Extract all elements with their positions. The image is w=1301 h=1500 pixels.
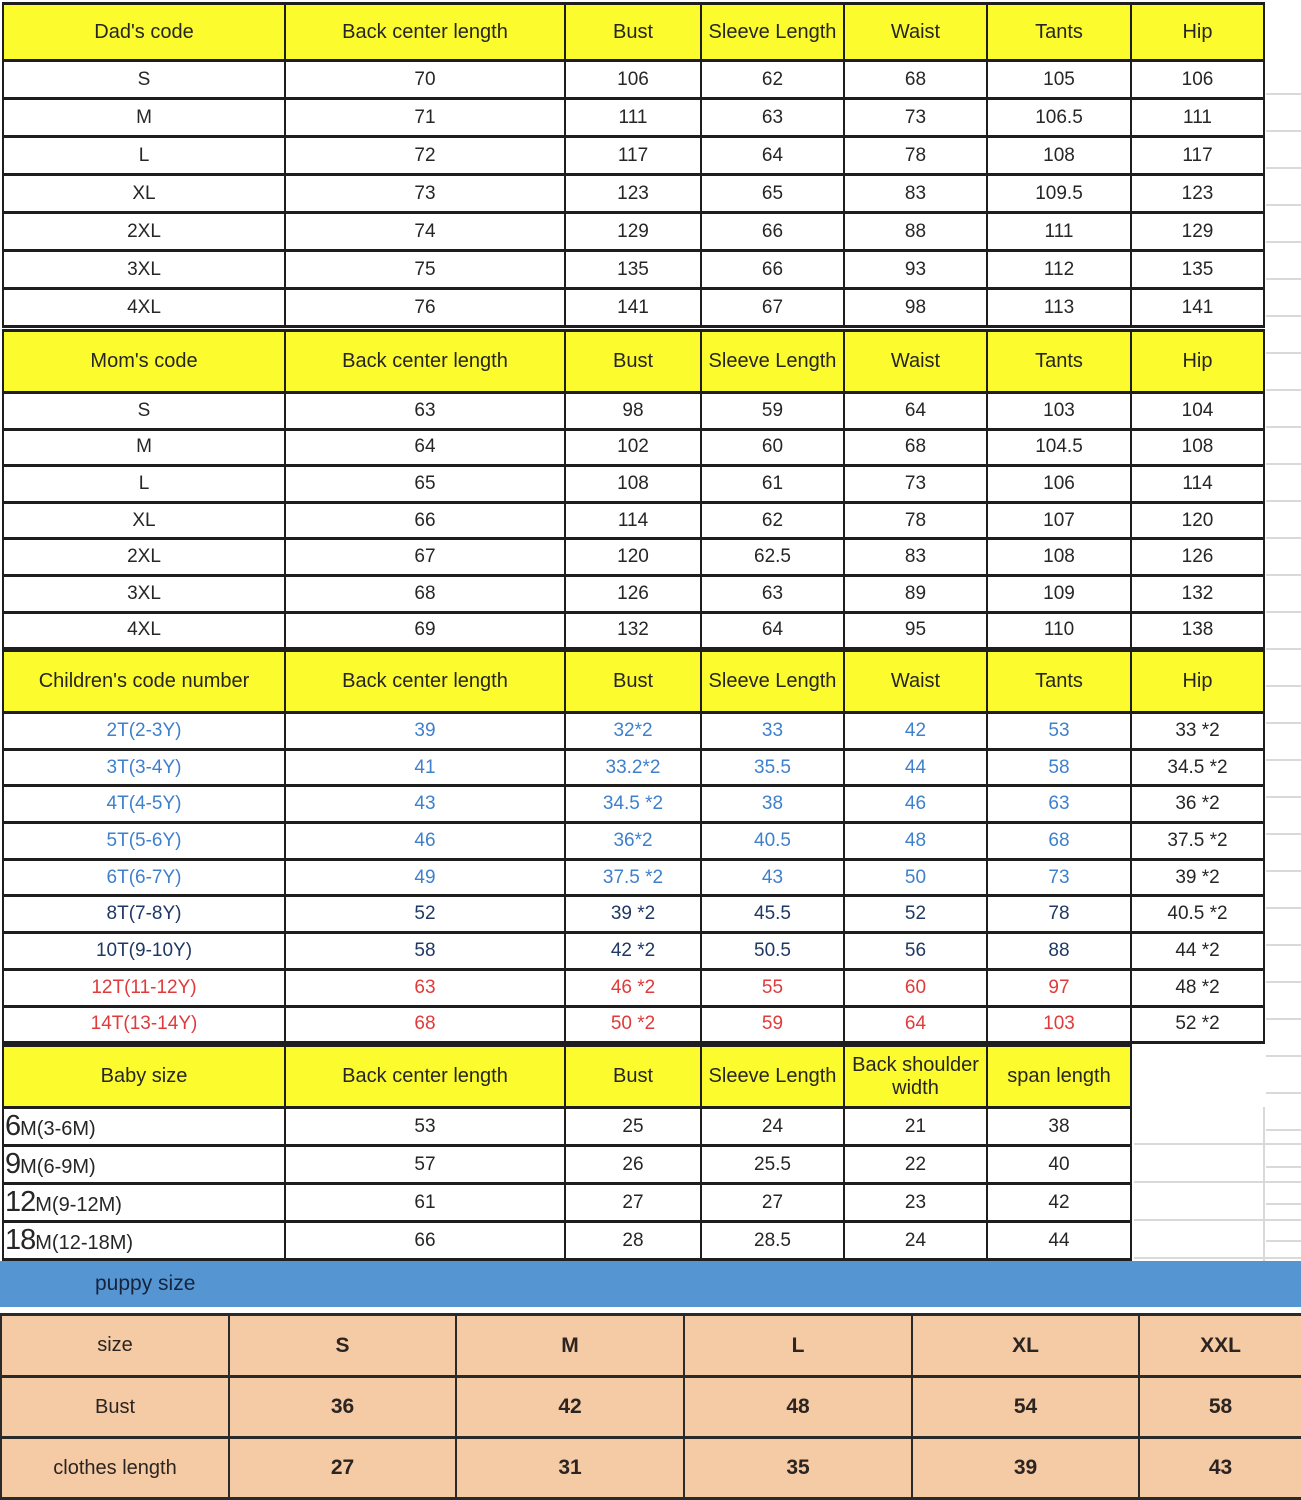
table-cell: 67 <box>701 289 844 327</box>
table-cell: 98 <box>844 289 987 327</box>
table-cell: 33.2*2 <box>565 749 701 786</box>
table-cell: 36 *2 <box>1131 786 1264 823</box>
table-cell: 38 <box>987 1108 1131 1146</box>
table-cell: 61 <box>701 466 844 503</box>
row-label: M <box>3 429 285 466</box>
row-label: 3T(3-4Y) <box>3 749 285 786</box>
table-cell: 62 <box>701 61 844 99</box>
table-cell: 68 <box>285 575 565 612</box>
table-cell: 106.5 <box>987 99 1131 137</box>
table-cell: 107 <box>987 502 1131 539</box>
table-cell: 70 <box>285 61 565 99</box>
row-label: L <box>3 137 285 175</box>
row-label: 12T(11-12Y) <box>3 969 285 1006</box>
table-cell: 93 <box>844 251 987 289</box>
table-cell: 59 <box>701 393 844 430</box>
row-label: XL <box>3 175 285 213</box>
table-cell: 53 <box>987 713 1131 750</box>
table-cell: 44 *2 <box>1131 933 1264 970</box>
table-cell: 120 <box>1131 502 1264 539</box>
column-header: Mom's code <box>3 331 285 393</box>
table-cell: 129 <box>1131 213 1264 251</box>
table-cell: 114 <box>1131 466 1264 503</box>
table-cell: 108 <box>1131 429 1264 466</box>
row-label: 3XL <box>3 251 285 289</box>
row-label: 10T(9-10Y) <box>3 933 285 970</box>
table-cell: 31 <box>456 1438 684 1499</box>
table-cell: 54 <box>912 1377 1139 1438</box>
table-cell: 40.5 *2 <box>1131 896 1264 933</box>
table-cell: 44 <box>987 1222 1131 1260</box>
table-cell: 43 <box>285 786 565 823</box>
table-cell: 66 <box>285 1222 565 1260</box>
row-label: 4XL <box>3 289 285 327</box>
table-cell: 78 <box>844 502 987 539</box>
table-cell: 67 <box>285 539 565 576</box>
table-cell: 53 <box>285 1108 565 1146</box>
table-cell: 37.5 *2 <box>565 859 701 896</box>
table-cell: 27 <box>229 1438 456 1499</box>
dads-size-table <box>2 2 1265 328</box>
table-cell: 62 <box>701 502 844 539</box>
table-cell: 46 <box>285 823 565 860</box>
row-label: 18M(12-18M) <box>3 1222 285 1260</box>
table-cell: 109 <box>987 575 1131 612</box>
table-cell: 42 <box>987 1184 1131 1222</box>
column-header: Children's code number <box>3 651 285 713</box>
table-cell: 52 *2 <box>1131 1006 1264 1043</box>
column-header: Bust <box>565 331 701 393</box>
table-cell: 46 <box>844 786 987 823</box>
column-header: span length <box>987 1046 1131 1108</box>
row-label: 2XL <box>3 539 285 576</box>
table-cell: 22 <box>844 1146 987 1184</box>
table-cell: 103 <box>987 393 1131 430</box>
row-label: 4T(4-5Y) <box>3 786 285 823</box>
table-cell: 114 <box>565 502 701 539</box>
table-cell: 25 <box>565 1108 701 1146</box>
row-label: Bust <box>1 1377 229 1438</box>
table-cell: 52 <box>285 896 565 933</box>
table-cell: 68 <box>285 1006 565 1043</box>
table-cell: 48 <box>844 823 987 860</box>
table-cell: 41 <box>285 749 565 786</box>
spreadsheet-gridlines-right <box>1266 58 1301 1262</box>
table-cell: 36*2 <box>565 823 701 860</box>
table-cell: 126 <box>1131 539 1264 576</box>
column-header: Back center length <box>285 331 565 393</box>
column-header: Sleeve Length <box>701 331 844 393</box>
table-cell: 106 <box>1131 61 1264 99</box>
table-cell: 75 <box>285 251 565 289</box>
children-size-table <box>2 649 1265 1044</box>
row-label: 2XL <box>3 213 285 251</box>
table-cell: 76 <box>285 289 565 327</box>
table-cell: 34.5 *2 <box>1131 749 1264 786</box>
column-header: Bust <box>565 1046 701 1108</box>
table-cell: M <box>456 1315 684 1377</box>
column-header: Back center length <box>285 4 565 61</box>
table-cell: 97 <box>987 969 1131 1006</box>
table-cell: 36 <box>229 1377 456 1438</box>
row-label: size <box>1 1315 229 1377</box>
moms-size-table <box>2 329 1265 650</box>
table-cell: 63 <box>987 786 1131 823</box>
table-cell: 64 <box>701 137 844 175</box>
table-cell: 112 <box>987 251 1131 289</box>
table-cell: 113 <box>987 289 1131 327</box>
table-cell: 39 <box>912 1438 1139 1499</box>
table-cell: 65 <box>285 466 565 503</box>
table-cell: 83 <box>844 539 987 576</box>
table-cell: 42 <box>844 713 987 750</box>
row-label: 6M(3-6M) <box>3 1108 285 1146</box>
column-header: Sleeve Length <box>701 651 844 713</box>
table-cell: 135 <box>1131 251 1264 289</box>
table-cell: 95 <box>844 612 987 649</box>
table-cell: 117 <box>1131 137 1264 175</box>
table-cell: 104 <box>1131 393 1264 430</box>
table-cell: 27 <box>565 1184 701 1222</box>
table-cell: 108 <box>987 137 1131 175</box>
table-cell: 35.5 <box>701 749 844 786</box>
table-cell: 64 <box>844 393 987 430</box>
table-cell: 64 <box>701 612 844 649</box>
table-cell: 66 <box>285 502 565 539</box>
table-cell: 73 <box>844 99 987 137</box>
puppy-size-header-bar <box>0 1261 1301 1307</box>
table-cell: 39 <box>285 713 565 750</box>
table-cell: 111 <box>987 213 1131 251</box>
table-cell: 43 <box>1139 1438 1301 1499</box>
column-header: Back center length <box>285 1046 565 1108</box>
table-cell: 55 <box>701 969 844 1006</box>
table-cell: 40.5 <box>701 823 844 860</box>
row-label: S <box>3 61 285 99</box>
table-cell: 59 <box>701 1006 844 1043</box>
table-cell: 33 <box>701 713 844 750</box>
table-cell: 60 <box>701 429 844 466</box>
table-cell: 68 <box>844 61 987 99</box>
table-cell: 32*2 <box>565 713 701 750</box>
table-cell: 26 <box>565 1146 701 1184</box>
column-header: Back center length <box>285 651 565 713</box>
table-cell: 73 <box>987 859 1131 896</box>
table-cell: 141 <box>565 289 701 327</box>
table-cell: 64 <box>285 429 565 466</box>
table-cell: 103 <box>987 1006 1131 1043</box>
column-header: Dad's code <box>3 4 285 61</box>
row-label: 4XL <box>3 612 285 649</box>
table-cell: 123 <box>1131 175 1264 213</box>
column-header: Waist <box>844 331 987 393</box>
table-cell: 132 <box>565 612 701 649</box>
table-cell: 42 *2 <box>565 933 701 970</box>
table-cell: 38 <box>701 786 844 823</box>
table-cell: 126 <box>565 575 701 612</box>
table-cell: 106 <box>565 61 701 99</box>
table-cell: 37.5 *2 <box>1131 823 1264 860</box>
column-header: Waist <box>844 4 987 61</box>
table-cell: 78 <box>844 137 987 175</box>
row-label: 8T(7-8Y) <box>3 896 285 933</box>
table-cell: 25.5 <box>701 1146 844 1184</box>
column-header: Hip <box>1131 4 1264 61</box>
table-cell: 78 <box>987 896 1131 933</box>
table-cell: 61 <box>285 1184 565 1222</box>
table-cell: S <box>229 1315 456 1377</box>
table-cell: 102 <box>565 429 701 466</box>
table-cell: 39 *2 <box>1131 859 1264 896</box>
table-cell: 106 <box>987 466 1131 503</box>
table-cell: 68 <box>844 429 987 466</box>
table-cell: 73 <box>285 175 565 213</box>
table-cell: 63 <box>701 99 844 137</box>
row-label: 5T(5-6Y) <box>3 823 285 860</box>
table-cell: 111 <box>1131 99 1264 137</box>
column-header: Waist <box>844 651 987 713</box>
table-cell: 63 <box>701 575 844 612</box>
table-cell: 74 <box>285 213 565 251</box>
table-cell: 58 <box>285 933 565 970</box>
row-label: 3XL <box>3 575 285 612</box>
table-cell: 88 <box>844 213 987 251</box>
table-cell: 63 <box>285 393 565 430</box>
table-cell: 43 <box>701 859 844 896</box>
table-cell: 60 <box>844 969 987 1006</box>
table-cell: 141 <box>1131 289 1264 327</box>
table-cell: 135 <box>565 251 701 289</box>
table-cell: 39 *2 <box>565 896 701 933</box>
table-cell: 50.5 <box>701 933 844 970</box>
table-cell: XXL <box>1139 1315 1301 1377</box>
table-cell: 52 <box>844 896 987 933</box>
column-header: Sleeve Length <box>701 4 844 61</box>
table-cell: 98 <box>565 393 701 430</box>
column-header: Baby size <box>3 1046 285 1108</box>
table-cell: 83 <box>844 175 987 213</box>
table-cell: 129 <box>565 213 701 251</box>
table-cell: 66 <box>701 213 844 251</box>
table-cell: 34.5 *2 <box>565 786 701 823</box>
baby-size-table <box>2 1044 1132 1261</box>
row-label: 12M(9-12M) <box>3 1184 285 1222</box>
table-cell: 62.5 <box>701 539 844 576</box>
table-cell: 57 <box>285 1146 565 1184</box>
table-cell: 120 <box>565 539 701 576</box>
table-cell: 49 <box>285 859 565 896</box>
spreadsheet-gridline-vertical <box>1263 1107 1265 1262</box>
row-label: 14T(13-14Y) <box>3 1006 285 1043</box>
table-cell: 63 <box>285 969 565 1006</box>
table-cell: 66 <box>701 251 844 289</box>
table-cell: 48 <box>684 1377 912 1438</box>
column-header: Tants <box>987 331 1131 393</box>
row-label: L <box>3 466 285 503</box>
table-cell: 72 <box>285 137 565 175</box>
table-cell: 50 *2 <box>565 1006 701 1043</box>
table-cell: 138 <box>1131 612 1264 649</box>
table-cell: 46 *2 <box>565 969 701 1006</box>
table-cell: 24 <box>701 1108 844 1146</box>
table-cell: 40 <box>987 1146 1131 1184</box>
table-cell: 27 <box>701 1184 844 1222</box>
column-header: Back shoulder width <box>844 1046 987 1108</box>
row-label: S <box>3 393 285 430</box>
table-cell: 58 <box>987 749 1131 786</box>
table-cell: 50 <box>844 859 987 896</box>
row-label: M <box>3 99 285 137</box>
table-cell: 33 *2 <box>1131 713 1264 750</box>
table-cell: 65 <box>701 175 844 213</box>
table-cell: 48 *2 <box>1131 969 1264 1006</box>
column-header: Bust <box>565 651 701 713</box>
table-cell: L <box>684 1315 912 1377</box>
table-cell: 88 <box>987 933 1131 970</box>
table-cell: 28.5 <box>701 1222 844 1260</box>
column-header: Tants <box>987 4 1131 61</box>
row-label: XL <box>3 502 285 539</box>
table-cell: 108 <box>987 539 1131 576</box>
table-cell: 109.5 <box>987 175 1131 213</box>
table-cell: 117 <box>565 137 701 175</box>
table-cell: 45.5 <box>701 896 844 933</box>
column-header: Tants <box>987 651 1131 713</box>
puppy-size-label: puppy size <box>95 1272 196 1295</box>
column-header: Hip <box>1131 331 1264 393</box>
table-cell: 44 <box>844 749 987 786</box>
table-cell: 132 <box>1131 575 1264 612</box>
table-cell: 24 <box>844 1222 987 1260</box>
table-cell: 23 <box>844 1184 987 1222</box>
table-cell: 89 <box>844 575 987 612</box>
puppy-size-table <box>0 1313 1301 1500</box>
table-cell: 110 <box>987 612 1131 649</box>
table-cell: 111 <box>565 99 701 137</box>
table-cell: 58 <box>1139 1377 1301 1438</box>
table-cell: 68 <box>987 823 1131 860</box>
table-cell: 35 <box>684 1438 912 1499</box>
row-label: clothes length <box>1 1438 229 1499</box>
table-cell: 42 <box>456 1377 684 1438</box>
table-cell: 21 <box>844 1108 987 1146</box>
table-cell: 73 <box>844 466 987 503</box>
column-header: Hip <box>1131 651 1264 713</box>
table-cell: 123 <box>565 175 701 213</box>
column-header: Bust <box>565 4 701 61</box>
table-cell: 108 <box>565 466 701 503</box>
row-label: 9M(6-9M) <box>3 1146 285 1184</box>
table-cell: XL <box>912 1315 1139 1377</box>
table-cell: 104.5 <box>987 429 1131 466</box>
table-cell: 64 <box>844 1006 987 1043</box>
table-cell: 71 <box>285 99 565 137</box>
spreadsheet-gridlines-baby <box>1134 1107 1301 1262</box>
table-cell: 69 <box>285 612 565 649</box>
table-cell: 28 <box>565 1222 701 1260</box>
table-cell: 56 <box>844 933 987 970</box>
row-label: 6T(6-7Y) <box>3 859 285 896</box>
table-cell: 105 <box>987 61 1131 99</box>
row-label: 2T(2-3Y) <box>3 713 285 750</box>
column-header: Sleeve Length <box>701 1046 844 1108</box>
